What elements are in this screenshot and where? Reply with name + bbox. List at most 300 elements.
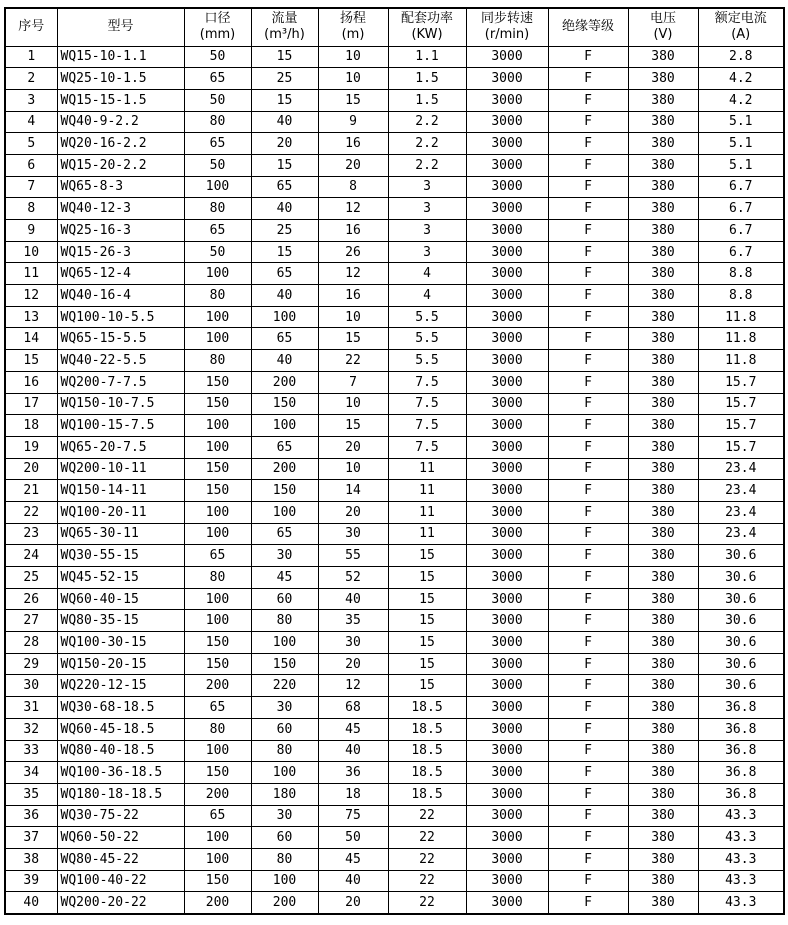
cell-insulation: F	[548, 567, 628, 589]
cell-insulation: F	[548, 306, 628, 328]
table-header	[5, 8, 784, 46]
cell-serial: 21	[5, 480, 57, 502]
col-model	[57, 8, 184, 46]
cell-current: 4.2	[698, 68, 784, 90]
cell-current: 43.3	[698, 870, 784, 892]
cell-head: 15	[318, 89, 388, 111]
cell-flow: 30	[251, 545, 318, 567]
cell-speed: 3000	[466, 176, 548, 198]
cell-speed: 3000	[466, 501, 548, 523]
cell-insulation: F	[548, 697, 628, 719]
cell-voltage: 380	[628, 176, 698, 198]
cell-power: 4	[388, 285, 466, 307]
cell-flow: 25	[251, 220, 318, 242]
cell-current: 6.7	[698, 241, 784, 263]
cell-speed: 3000	[466, 46, 548, 68]
cell-diameter: 100	[184, 740, 251, 762]
cell-diameter: 80	[184, 350, 251, 372]
cell-speed: 3000	[466, 306, 548, 328]
cell-voltage: 380	[628, 632, 698, 654]
cell-power: 11	[388, 458, 466, 480]
cell-head: 18	[318, 783, 388, 805]
cell-model: WQ65-20-7.5	[57, 436, 184, 458]
cell-diameter: 200	[184, 892, 251, 914]
cell-power: 11	[388, 501, 466, 523]
col-head-label: 扬程	[339, 11, 366, 27]
cell-speed: 3000	[466, 675, 548, 697]
cell-power: 18.5	[388, 697, 466, 719]
cell-diameter: 100	[184, 176, 251, 198]
cell-voltage: 380	[628, 610, 698, 632]
cell-diameter: 150	[184, 653, 251, 675]
cell-voltage: 380	[628, 133, 698, 155]
cell-power: 11	[388, 523, 466, 545]
cell-voltage: 380	[628, 480, 698, 502]
cell-model: WQ100-20-11	[57, 501, 184, 523]
cell-head: 22	[318, 350, 388, 372]
table-row	[5, 697, 784, 719]
table-row	[5, 632, 784, 654]
cell-power: 2.2	[388, 154, 466, 176]
cell-insulation: F	[548, 154, 628, 176]
cell-power: 15	[388, 632, 466, 654]
cell-insulation: F	[548, 848, 628, 870]
cell-diameter: 50	[184, 241, 251, 263]
cell-serial: 2	[5, 68, 57, 90]
cell-insulation: F	[548, 328, 628, 350]
cell-voltage: 380	[628, 675, 698, 697]
cell-serial: 19	[5, 436, 57, 458]
cell-diameter: 50	[184, 89, 251, 111]
cell-flow: 40	[251, 111, 318, 133]
cell-model: WQ65-15-5.5	[57, 328, 184, 350]
cell-flow: 200	[251, 458, 318, 480]
cell-model: WQ100-36-18.5	[57, 762, 184, 784]
cell-speed: 3000	[466, 892, 548, 914]
cell-insulation: F	[548, 501, 628, 523]
cell-current: 5.1	[698, 111, 784, 133]
cell-model: WQ60-40-15	[57, 588, 184, 610]
cell-serial: 23	[5, 523, 57, 545]
table-row	[5, 263, 784, 285]
cell-flow: 100	[251, 870, 318, 892]
col-insulation	[548, 8, 628, 46]
cell-flow: 60	[251, 588, 318, 610]
cell-model: WQ45-52-15	[57, 567, 184, 589]
cell-head: 12	[318, 675, 388, 697]
cell-power: 22	[388, 848, 466, 870]
cell-power: 22	[388, 827, 466, 849]
table-row	[5, 762, 784, 784]
table-row	[5, 870, 784, 892]
cell-model: WQ180-18-18.5	[57, 783, 184, 805]
cell-insulation: F	[548, 610, 628, 632]
cell-model: WQ150-20-15	[57, 653, 184, 675]
table-row	[5, 241, 784, 263]
cell-serial: 6	[5, 154, 57, 176]
cell-voltage: 380	[628, 46, 698, 68]
cell-voltage: 380	[628, 588, 698, 610]
cell-current: 5.1	[698, 154, 784, 176]
cell-speed: 3000	[466, 133, 548, 155]
cell-insulation: F	[548, 632, 628, 654]
cell-power: 7.5	[388, 436, 466, 458]
table-row	[5, 567, 784, 589]
cell-speed: 3000	[466, 154, 548, 176]
cell-current: 43.3	[698, 848, 784, 870]
cell-serial: 7	[5, 176, 57, 198]
col-serial	[5, 8, 57, 46]
cell-power: 7.5	[388, 371, 466, 393]
cell-flow: 60	[251, 718, 318, 740]
cell-flow: 65	[251, 263, 318, 285]
cell-diameter: 65	[184, 220, 251, 242]
cell-current: 8.8	[698, 285, 784, 307]
cell-model: WQ40-9-2.2	[57, 111, 184, 133]
cell-voltage: 380	[628, 350, 698, 372]
cell-model: WQ80-35-15	[57, 610, 184, 632]
col-diameter	[184, 8, 251, 46]
cell-serial: 3	[5, 89, 57, 111]
table-row	[5, 588, 784, 610]
cell-voltage: 380	[628, 848, 698, 870]
table-row	[5, 285, 784, 307]
cell-power: 18.5	[388, 740, 466, 762]
cell-power: 3	[388, 241, 466, 263]
cell-serial: 40	[5, 892, 57, 914]
cell-model: WQ100-30-15	[57, 632, 184, 654]
cell-model: WQ65-12-4	[57, 263, 184, 285]
cell-current: 23.4	[698, 480, 784, 502]
cell-power: 2.2	[388, 111, 466, 133]
cell-speed: 3000	[466, 653, 548, 675]
cell-flow: 100	[251, 415, 318, 437]
cell-insulation: F	[548, 133, 628, 155]
cell-insulation: F	[548, 783, 628, 805]
cell-head: 55	[318, 545, 388, 567]
cell-insulation: F	[548, 436, 628, 458]
cell-speed: 3000	[466, 610, 548, 632]
cell-flow: 20	[251, 133, 318, 155]
cell-model: WQ220-12-15	[57, 675, 184, 697]
cell-serial: 13	[5, 306, 57, 328]
cell-speed: 3000	[466, 523, 548, 545]
cell-voltage: 380	[628, 567, 698, 589]
col-head-unit: (m)	[341, 27, 365, 43]
cell-insulation: F	[548, 523, 628, 545]
col-flow	[251, 8, 318, 46]
cell-flow: 65	[251, 328, 318, 350]
cell-model: WQ60-50-22	[57, 827, 184, 849]
cell-model: WQ150-10-7.5	[57, 393, 184, 415]
cell-diameter: 200	[184, 675, 251, 697]
cell-serial: 32	[5, 718, 57, 740]
cell-flow: 65	[251, 176, 318, 198]
cell-flow: 80	[251, 740, 318, 762]
cell-power: 15	[388, 653, 466, 675]
cell-flow: 150	[251, 653, 318, 675]
cell-flow: 40	[251, 350, 318, 372]
cell-speed: 3000	[466, 567, 548, 589]
cell-model: WQ15-26-3	[57, 241, 184, 263]
cell-diameter: 150	[184, 870, 251, 892]
col-flow-unit: (m³/h)	[264, 27, 305, 43]
cell-insulation: F	[548, 415, 628, 437]
cell-insulation: F	[548, 46, 628, 68]
cell-serial: 4	[5, 111, 57, 133]
col-diameter-label: 口径	[204, 11, 231, 27]
cell-flow: 100	[251, 632, 318, 654]
cell-current: 30.6	[698, 545, 784, 567]
cell-flow: 15	[251, 154, 318, 176]
cell-head: 75	[318, 805, 388, 827]
cell-power: 5.5	[388, 328, 466, 350]
cell-model: WQ200-10-11	[57, 458, 184, 480]
cell-voltage: 380	[628, 827, 698, 849]
cell-current: 6.7	[698, 176, 784, 198]
col-diameter-unit: (mm)	[199, 27, 236, 43]
cell-insulation: F	[548, 263, 628, 285]
cell-speed: 3000	[466, 870, 548, 892]
cell-insulation: F	[548, 350, 628, 372]
cell-head: 50	[318, 827, 388, 849]
cell-model: WQ100-15-7.5	[57, 415, 184, 437]
cell-insulation: F	[548, 241, 628, 263]
cell-speed: 3000	[466, 285, 548, 307]
table-row	[5, 306, 784, 328]
cell-voltage: 380	[628, 805, 698, 827]
col-current-unit: (A)	[731, 27, 751, 43]
cell-diameter: 150	[184, 458, 251, 480]
cell-model: WQ200-20-22	[57, 892, 184, 914]
cell-current: 15.7	[698, 393, 784, 415]
cell-diameter: 100	[184, 588, 251, 610]
cell-current: 6.7	[698, 220, 784, 242]
cell-power: 5.5	[388, 306, 466, 328]
cell-insulation: F	[548, 740, 628, 762]
table-row	[5, 436, 784, 458]
cell-serial: 22	[5, 501, 57, 523]
cell-power: 15	[388, 610, 466, 632]
cell-current: 36.8	[698, 783, 784, 805]
table-row	[5, 480, 784, 502]
cell-diameter: 50	[184, 154, 251, 176]
table-row	[5, 458, 784, 480]
cell-serial: 17	[5, 393, 57, 415]
cell-head: 45	[318, 848, 388, 870]
cell-diameter: 200	[184, 783, 251, 805]
cell-model: WQ150-14-11	[57, 480, 184, 502]
cell-serial: 15	[5, 350, 57, 372]
cell-head: 10	[318, 68, 388, 90]
cell-head: 20	[318, 892, 388, 914]
cell-speed: 3000	[466, 263, 548, 285]
cell-insulation: F	[548, 762, 628, 784]
cell-model: WQ80-40-18.5	[57, 740, 184, 762]
cell-voltage: 380	[628, 892, 698, 914]
table-row	[5, 653, 784, 675]
cell-insulation: F	[548, 393, 628, 415]
cell-speed: 3000	[466, 827, 548, 849]
cell-power: 3	[388, 176, 466, 198]
cell-diameter: 65	[184, 133, 251, 155]
cell-diameter: 100	[184, 306, 251, 328]
cell-serial: 20	[5, 458, 57, 480]
cell-diameter: 65	[184, 68, 251, 90]
cell-voltage: 380	[628, 154, 698, 176]
cell-head: 15	[318, 328, 388, 350]
cell-insulation: F	[548, 675, 628, 697]
cell-serial: 11	[5, 263, 57, 285]
cell-speed: 3000	[466, 393, 548, 415]
table-row	[5, 328, 784, 350]
cell-current: 11.8	[698, 306, 784, 328]
cell-diameter: 80	[184, 567, 251, 589]
cell-insulation: F	[548, 653, 628, 675]
table-row	[5, 111, 784, 133]
table-row	[5, 176, 784, 198]
cell-diameter: 100	[184, 436, 251, 458]
cell-current: 43.3	[698, 892, 784, 914]
table-row	[5, 783, 784, 805]
col-flow-label: 流量	[271, 11, 298, 27]
table-row	[5, 675, 784, 697]
cell-insulation: F	[548, 176, 628, 198]
cell-head: 30	[318, 632, 388, 654]
cell-diameter: 65	[184, 697, 251, 719]
cell-head: 26	[318, 241, 388, 263]
cell-head: 35	[318, 610, 388, 632]
table-row	[5, 220, 784, 242]
cell-serial: 16	[5, 371, 57, 393]
cell-voltage: 380	[628, 501, 698, 523]
table-row	[5, 610, 784, 632]
cell-speed: 3000	[466, 436, 548, 458]
cell-power: 1.5	[388, 68, 466, 90]
cell-serial: 5	[5, 133, 57, 155]
cell-insulation: F	[548, 805, 628, 827]
cell-voltage: 380	[628, 415, 698, 437]
table-row	[5, 393, 784, 415]
cell-power: 18.5	[388, 762, 466, 784]
cell-diameter: 100	[184, 501, 251, 523]
cell-insulation: F	[548, 198, 628, 220]
cell-model: WQ100-40-22	[57, 870, 184, 892]
cell-voltage: 380	[628, 285, 698, 307]
cell-insulation: F	[548, 111, 628, 133]
cell-serial: 29	[5, 653, 57, 675]
cell-head: 20	[318, 436, 388, 458]
cell-flow: 150	[251, 480, 318, 502]
cell-insulation: F	[548, 870, 628, 892]
cell-voltage: 380	[628, 89, 698, 111]
cell-diameter: 100	[184, 328, 251, 350]
cell-speed: 3000	[466, 68, 548, 90]
cell-diameter: 65	[184, 805, 251, 827]
cell-power: 7.5	[388, 415, 466, 437]
cell-current: 2.8	[698, 46, 784, 68]
cell-voltage: 380	[628, 697, 698, 719]
cell-voltage: 380	[628, 740, 698, 762]
cell-head: 20	[318, 501, 388, 523]
cell-head: 15	[318, 415, 388, 437]
cell-flow: 200	[251, 892, 318, 914]
cell-diameter: 150	[184, 480, 251, 502]
cell-model: WQ80-45-22	[57, 848, 184, 870]
cell-flow: 65	[251, 436, 318, 458]
cell-diameter: 150	[184, 393, 251, 415]
cell-serial: 27	[5, 610, 57, 632]
cell-voltage: 380	[628, 436, 698, 458]
table-row	[5, 892, 784, 914]
table-row	[5, 501, 784, 523]
table-row	[5, 415, 784, 437]
cell-diameter: 150	[184, 632, 251, 654]
cell-insulation: F	[548, 480, 628, 502]
cell-flow: 180	[251, 783, 318, 805]
cell-insulation: F	[548, 458, 628, 480]
cell-power: 2.2	[388, 133, 466, 155]
cell-current: 23.4	[698, 458, 784, 480]
cell-flow: 100	[251, 306, 318, 328]
cell-speed: 3000	[466, 805, 548, 827]
cell-diameter: 100	[184, 610, 251, 632]
table-body	[5, 46, 784, 914]
cell-speed: 3000	[466, 697, 548, 719]
cell-speed: 3000	[466, 762, 548, 784]
cell-model: WQ15-15-1.5	[57, 89, 184, 111]
table-row	[5, 198, 784, 220]
col-voltage-unit: (V)	[653, 27, 673, 43]
cell-current: 6.7	[698, 198, 784, 220]
cell-power: 15	[388, 588, 466, 610]
table-row	[5, 523, 784, 545]
cell-voltage: 380	[628, 263, 698, 285]
cell-current: 8.8	[698, 263, 784, 285]
cell-voltage: 380	[628, 68, 698, 90]
cell-insulation: F	[548, 827, 628, 849]
cell-diameter: 100	[184, 523, 251, 545]
cell-head: 14	[318, 480, 388, 502]
cell-head: 10	[318, 306, 388, 328]
cell-model: WQ65-30-11	[57, 523, 184, 545]
cell-head: 8	[318, 176, 388, 198]
cell-head: 40	[318, 588, 388, 610]
cell-insulation: F	[548, 545, 628, 567]
cell-model: WQ15-10-1.1	[57, 46, 184, 68]
cell-current: 15.7	[698, 436, 784, 458]
cell-speed: 3000	[466, 220, 548, 242]
cell-speed: 3000	[466, 848, 548, 870]
cell-model: WQ25-10-1.5	[57, 68, 184, 90]
cell-head: 16	[318, 220, 388, 242]
cell-serial: 28	[5, 632, 57, 654]
col-speed-label: 同步转速	[480, 11, 533, 27]
cell-speed: 3000	[466, 458, 548, 480]
cell-serial: 35	[5, 783, 57, 805]
cell-head: 7	[318, 371, 388, 393]
cell-current: 30.6	[698, 588, 784, 610]
cell-head: 52	[318, 567, 388, 589]
cell-flow: 40	[251, 198, 318, 220]
cell-current: 30.6	[698, 567, 784, 589]
cell-head: 10	[318, 458, 388, 480]
cell-model: WQ25-16-3	[57, 220, 184, 242]
cell-power: 15	[388, 567, 466, 589]
cell-serial: 14	[5, 328, 57, 350]
cell-insulation: F	[548, 588, 628, 610]
cell-head: 30	[318, 523, 388, 545]
